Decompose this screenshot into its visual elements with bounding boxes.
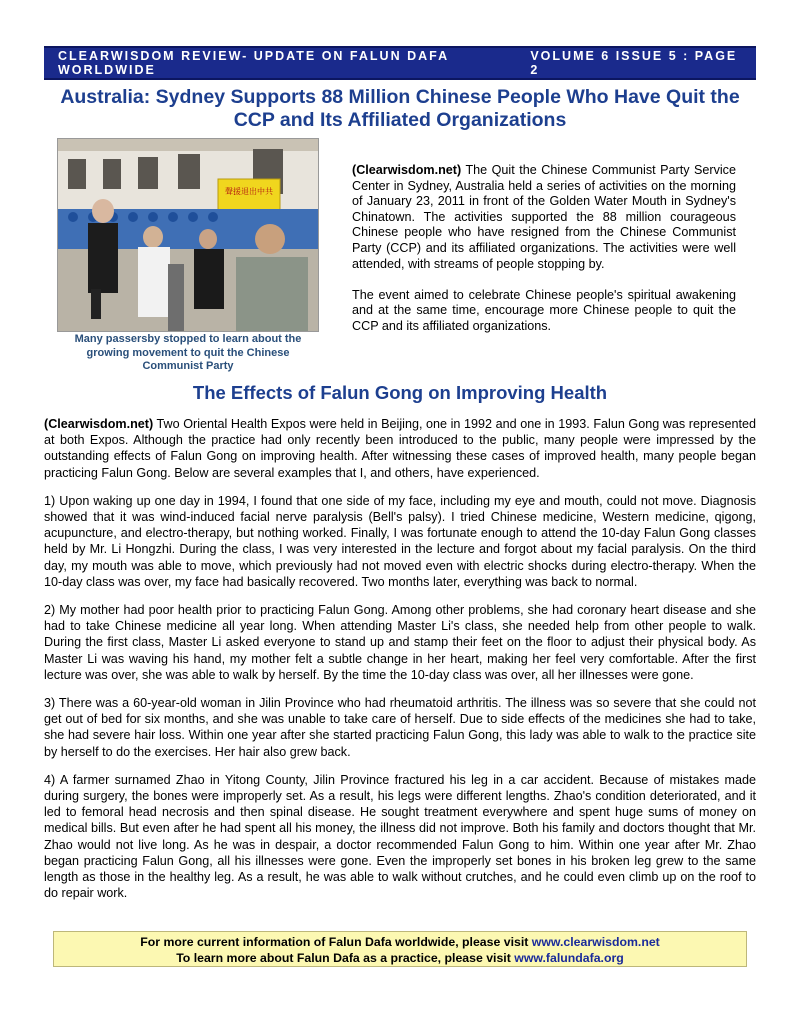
sydney-paragraph-2: The event aimed to celebrate Chinese people's spiritual awakening and at the same time, encourage more Chinese people to quit the CCP and its affiliated organizations. xyxy=(352,287,736,333)
sydney-paragraph-1-text: The Quit the Chinese Communist Party Service Center in Sydney, Australia held a series of activities on the morning of January 23, 2011 in front of the Golden Water Mouth in Sydney's Chinatown. The activities supported the 88 million courageous Chinese people who have resigned from the Chinese Communist Party (CCP) and its affiliated organizations. The activities were well attended, with streams of people stopping by. xyxy=(352,163,736,271)
event-photo xyxy=(57,138,319,332)
health-case-4: 4) A farmer surnamed Zhao in Yitong County, Jilin Province fractured his leg in a car accident. Because of mistakes made during surgery, the bones were improperly set. As a result, his legs were different lengths. Zhao's condition deteriorated, and it led to femoral head necrosis and then spinal disease. He sought treatment everywhere and spent huge sums of money on medical bills. But even after he had spent all his money, the illness did not improve. Both his family and doctors thought that Mr. Zhao would not live long. As he was in despair, a doctor recommended Falun Gong to him. Within one year after Mr. Zhao began practicing Falun Gong, all his illnesses were gone. Even the improperly set bones in his broken leg grew to the same length as those in the healthy leg. As a result, he was able to walk without crutches, and he could even climb up on the roof to do repair work. xyxy=(44,772,756,901)
banner-text: 聲援退出中共 xyxy=(225,187,273,196)
article-title-sydney: Australia: Sydney Supports 88 Million Chinese People Who Have Quit the CCP and Its Affiliated Organizations xyxy=(60,86,740,131)
volume-issue-page: VOLUME 6 ISSUE 5 : PAGE 2 xyxy=(530,49,738,77)
page-header xyxy=(44,46,756,80)
source-label: (Clearwisdom.net) xyxy=(352,163,462,177)
footer-line-2-text: To learn more about Falun Dafa as a practice, please visit xyxy=(176,951,515,965)
health-case-2: 2) My mother had poor health prior to practicing Falun Gong. Among other problems, she had coronary heart disease and she had to take Chinese medicine all year long. When attending Master Li's class, she needed help from other people to walk. During the first class, Master Li asked everyone to stand up and stamp their feet on the floor to adjust their physical body. As Master Li was waving his hand, my mother felt a subtle change in her heart, making her feel very comfortable. After the first lecture was over, she was able to walk by herself. By the time the 10-day class was over, all her illnesses were gone. xyxy=(44,603,756,682)
health-case-1: 1) Upon waking up one day in 1994, I found that one side of my face, including my eye and mouth, could not move. Diagnosis showed that it was wind-induced facial nerve paralysis (Bell's palsy). I tried Chinese medicine, Western medicine, qigong, acupuncture, and electro-therapy, but nothing worked. Finally, I was fortunate enough to attend the 10-day Falun Gong classes held by Mr. Li Hongzhi. During the class, I was very interested in the lecture and forgot about my facial paralysis. On the third day, my mouth was able to move, which previously had not moved even with electric shocks during electro-therapy. When the 10-day class was over, my face had basically recovered. Two months later, everything was back to normal. xyxy=(44,493,756,589)
sydney-paragraph-1 xyxy=(352,163,736,272)
health-intro-paragraph xyxy=(44,416,756,481)
newsletter-title: CLEARWISDOM REVIEW- UPDATE ON FALUN DAFA WORLDWIDE xyxy=(58,49,449,77)
health-case-3: 3) There was a 60-year-old woman in Jilin Province who had rheumatoid arthritis. The illness was so severe that she could not get out of bed for six months, and she was unable to take care of herself. Due to side effects of the medicines she had to take, she had severe hair loss. Within one year after she started practicing Falun Gong, this lady was able to walk to the practice site by herself to do the exercises. Her hair also grew back. xyxy=(44,696,756,759)
footer-line-2 xyxy=(54,950,746,966)
health-article-body xyxy=(44,416,756,913)
source-label: (Clearwisdom.net) xyxy=(44,417,154,431)
sydney-article-body xyxy=(352,163,736,350)
health-intro-text: Two Oriental Health Expos were held in Beijing, one in 1992 and one in 1993. Falun Gong was represented at both Expos. Although the practice had only recently been introduced to the public, many people were impressed by the outstanding effects of Falun Gong on improving health. After witnessing these cases of improved health, many people began practicing Falun Gong. Below are several examples that I, and others, have experienced. xyxy=(44,417,756,480)
footer-line-1-text: For more current information of Falun Dafa worldwide, please visit xyxy=(140,935,532,949)
footer-info-box xyxy=(53,931,747,967)
article-title-health: The Effects of Falun Gong on Improving Health xyxy=(192,382,608,403)
falundafa-link[interactable]: www.falundafa.org xyxy=(514,951,624,965)
clearwisdom-link[interactable]: www.clearwisdom.net xyxy=(531,935,660,949)
footer-line-1 xyxy=(54,934,746,950)
photo-caption: Many passersby stopped to learn about the growing movement to quit the Chinese Communist Party xyxy=(74,333,302,372)
